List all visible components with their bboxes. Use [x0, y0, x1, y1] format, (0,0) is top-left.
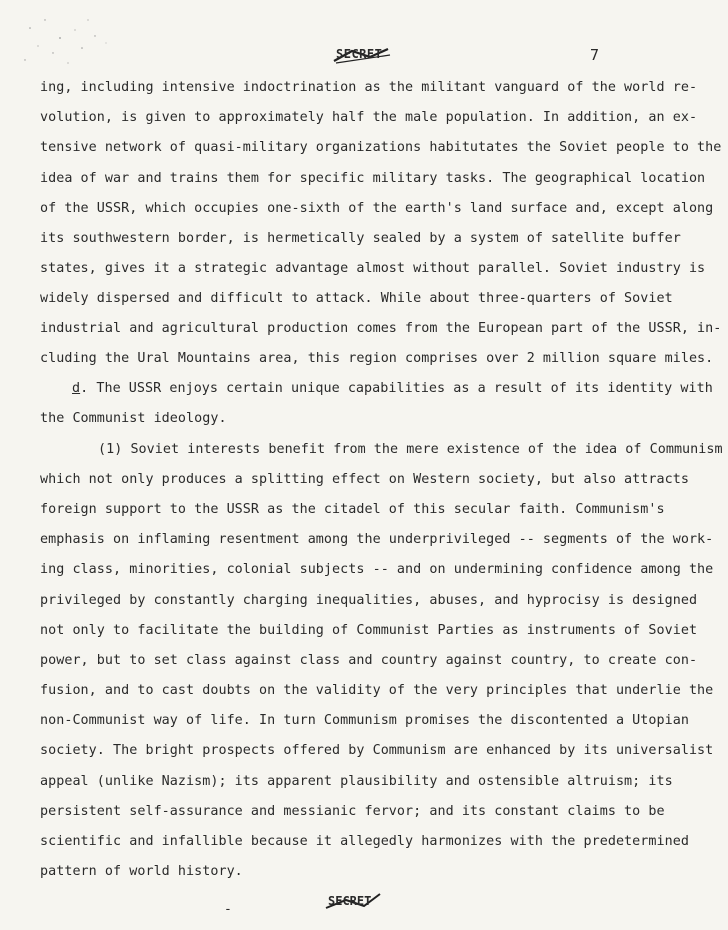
subparagraph-1-line: pattern of world history.: [40, 864, 243, 879]
body-line: ing, including intensive indoctrination as the militant vanguard of the world re-: [40, 80, 698, 95]
footer-dash: -: [224, 902, 232, 917]
subparagraph-1-line: persistent self-assurance and messianic fervor; and its constant claims to be: [40, 804, 665, 819]
subparagraph-1-line: which not only produces a splitting effect on Western society, but also attracts: [40, 472, 689, 487]
header-classification-stamp: [336, 47, 396, 67]
body-line: states, gives it a strategic advantage almost without parallel. Soviet industry is: [40, 261, 706, 276]
body-line: volution, is given to approximately half the male population. In addition, an ex-: [40, 110, 698, 125]
subparagraph-1-line: scientific and infallible because it allegedly harmonizes with the predetermined: [40, 834, 689, 849]
subparagraph-1-line: foreign support to the USSR as the citadel of this secular faith. Communism's: [40, 502, 665, 517]
subparagraph-1-line: appeal (unlike Nazism); its apparent plausibility and ostensible altruism; its: [40, 774, 673, 789]
body-line: idea of war and trains them for specific military tasks. The geographical location: [40, 171, 706, 186]
paragraph-d-first-line: [72, 382, 713, 395]
subparagraph-1-line: ing class, minorities, colonial subjects -- and on undermining confidence among the: [40, 562, 714, 577]
subparagraph-1-line: fusion, and to cast doubts on the validity of the very principles that underlie the: [40, 683, 714, 698]
body-line: widely dispersed and difficult to attack. While about three-quarters of Soviet: [40, 291, 673, 306]
paper-speckle-marks: [20, 8, 130, 78]
subparagraph-1-line: non-Communist way of life. In turn Communism promises the discontented a Utopian: [40, 713, 689, 728]
body-line: tensive network of quasi-military organizations habitutates the Soviet people to the: [40, 140, 722, 155]
body-line: of the USSR, which occupies one-sixth of the earth's land surface and, except along: [40, 201, 714, 216]
subparagraph-1-line: privileged by constantly charging inequalities, abuses, and hyprocisy is designed: [40, 593, 698, 608]
header-classification-text: SECRET: [336, 47, 383, 61]
page-number: 7: [590, 46, 600, 64]
footer-classification-stamp: [328, 894, 388, 914]
subparagraph-1-line: society. The bright prospects offered by Communism are enhanced by its universalist: [40, 743, 714, 758]
body-line: its southwestern border, is hermetically sealed by a system of satellite buffer: [40, 231, 681, 246]
subparagraph-1-line: not only to facilitate the building of Communist Parties as instruments of Soviet: [40, 623, 698, 638]
paragraph-d-text: . The USSR enjoys certain unique capabilities as a result of its identity with: [80, 381, 713, 396]
subparagraph-1-line: power, but to set class against class and country against country, to create con-: [40, 653, 698, 668]
subparagraph-1-line: emphasis on inflaming resentment among the underprivileged -- segments of the work-: [40, 532, 714, 547]
paragraph-d-label: d: [72, 381, 81, 396]
footer-classification-text: SECRET: [328, 894, 372, 908]
body-line: cluding the Ural Mountains area, this region comprises over 2 million square miles.: [40, 351, 714, 366]
paragraph-d-second-line: the Communist ideology.: [40, 411, 227, 426]
subparagraph-1-line: (1) Soviet interests benefit from the mere existence of the idea of Communism: [98, 442, 723, 457]
body-line: industrial and agricultural production comes from the European part of the USSR, in-: [40, 321, 722, 336]
